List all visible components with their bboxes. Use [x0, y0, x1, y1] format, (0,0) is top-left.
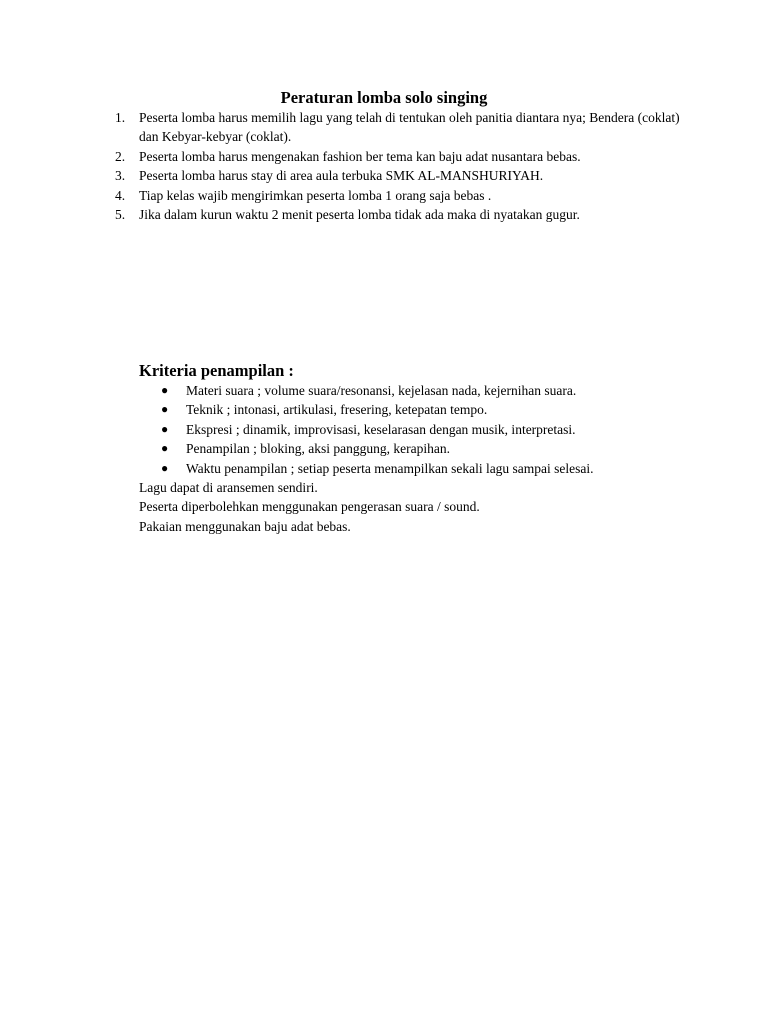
- criteria-list: [139, 381, 699, 478]
- list-number: 1.: [115, 110, 126, 125]
- notes-block: [139, 478, 699, 536]
- list-number: 4.: [115, 187, 126, 203]
- criteria-text: Ekspresi ; dinamik, improvisasi, keselarasan dengan musik, interpretasi.: [186, 421, 576, 437]
- criteria-text: Penampilan ; bloking, aksi panggung, kerapihan.: [186, 441, 450, 457]
- list-item: [139, 439, 699, 458]
- note-line: Pakaian menggunakan baju adat bebas.: [139, 518, 351, 534]
- note-line: Peserta diperbolehkan menggunakan pengerasan suara / sound.: [139, 499, 480, 515]
- list-item: [108, 186, 688, 205]
- list-item: [108, 108, 688, 147]
- rule-text: Peserta lomba harus memilih lagu yang telah di tentukan oleh panitia diantara nya; Bendera (coklat) dan Kebyar-kebyar (coklat).: [139, 110, 680, 145]
- bullet-icon: ●: [161, 383, 169, 397]
- rule-text: Tiap kelas wajib mengirimkan peserta lomba 1 orang saja bebas .: [139, 187, 492, 203]
- bullet-icon: ●: [161, 421, 169, 436]
- criteria-text: Waktu penampilan ; setiap peserta menampilkan sekali lagu sampai selesai.: [186, 460, 594, 476]
- criteria-text: Materi suara ; volume suara/resonansi, kejelasan nada, kejernihan suara.: [186, 383, 577, 398]
- rule-text: Jika dalam kurun waktu 2 menit peserta lomba tidak ada maka di nyatakan gugur.: [139, 207, 580, 223]
- criteria-text: Teknik ; intonasi, artikulasi, fresering, ketepatan tempo.: [186, 402, 488, 418]
- list-item: [108, 147, 688, 166]
- list-item: [108, 205, 688, 224]
- page-title: Peraturan lomba solo singing: [280, 88, 488, 107]
- bullet-icon: ●: [161, 441, 169, 456]
- list-item: [108, 166, 688, 185]
- list-number: 5.: [115, 207, 126, 223]
- rules-list: [108, 108, 688, 224]
- list-number: 3.: [115, 168, 126, 184]
- rule-text: Peserta lomba harus mengenakan fashion ber tema kan baju adat nusantara bebas.: [139, 148, 581, 164]
- list-number: 2.: [115, 148, 126, 164]
- rule-text: Peserta lomba harus stay di area aula terbuka SMK AL-MANSHURIYAH.: [139, 168, 544, 184]
- list-item: [139, 459, 699, 478]
- list-item: [139, 381, 699, 400]
- note-line: Lagu dapat di aransemen sendiri.: [139, 480, 318, 495]
- list-item: [139, 420, 699, 439]
- bullet-icon: ●: [161, 402, 169, 417]
- list-item: [139, 400, 699, 419]
- criteria-heading: Kriteria penampilan :: [139, 361, 294, 380]
- bullet-icon: ●: [161, 460, 169, 475]
